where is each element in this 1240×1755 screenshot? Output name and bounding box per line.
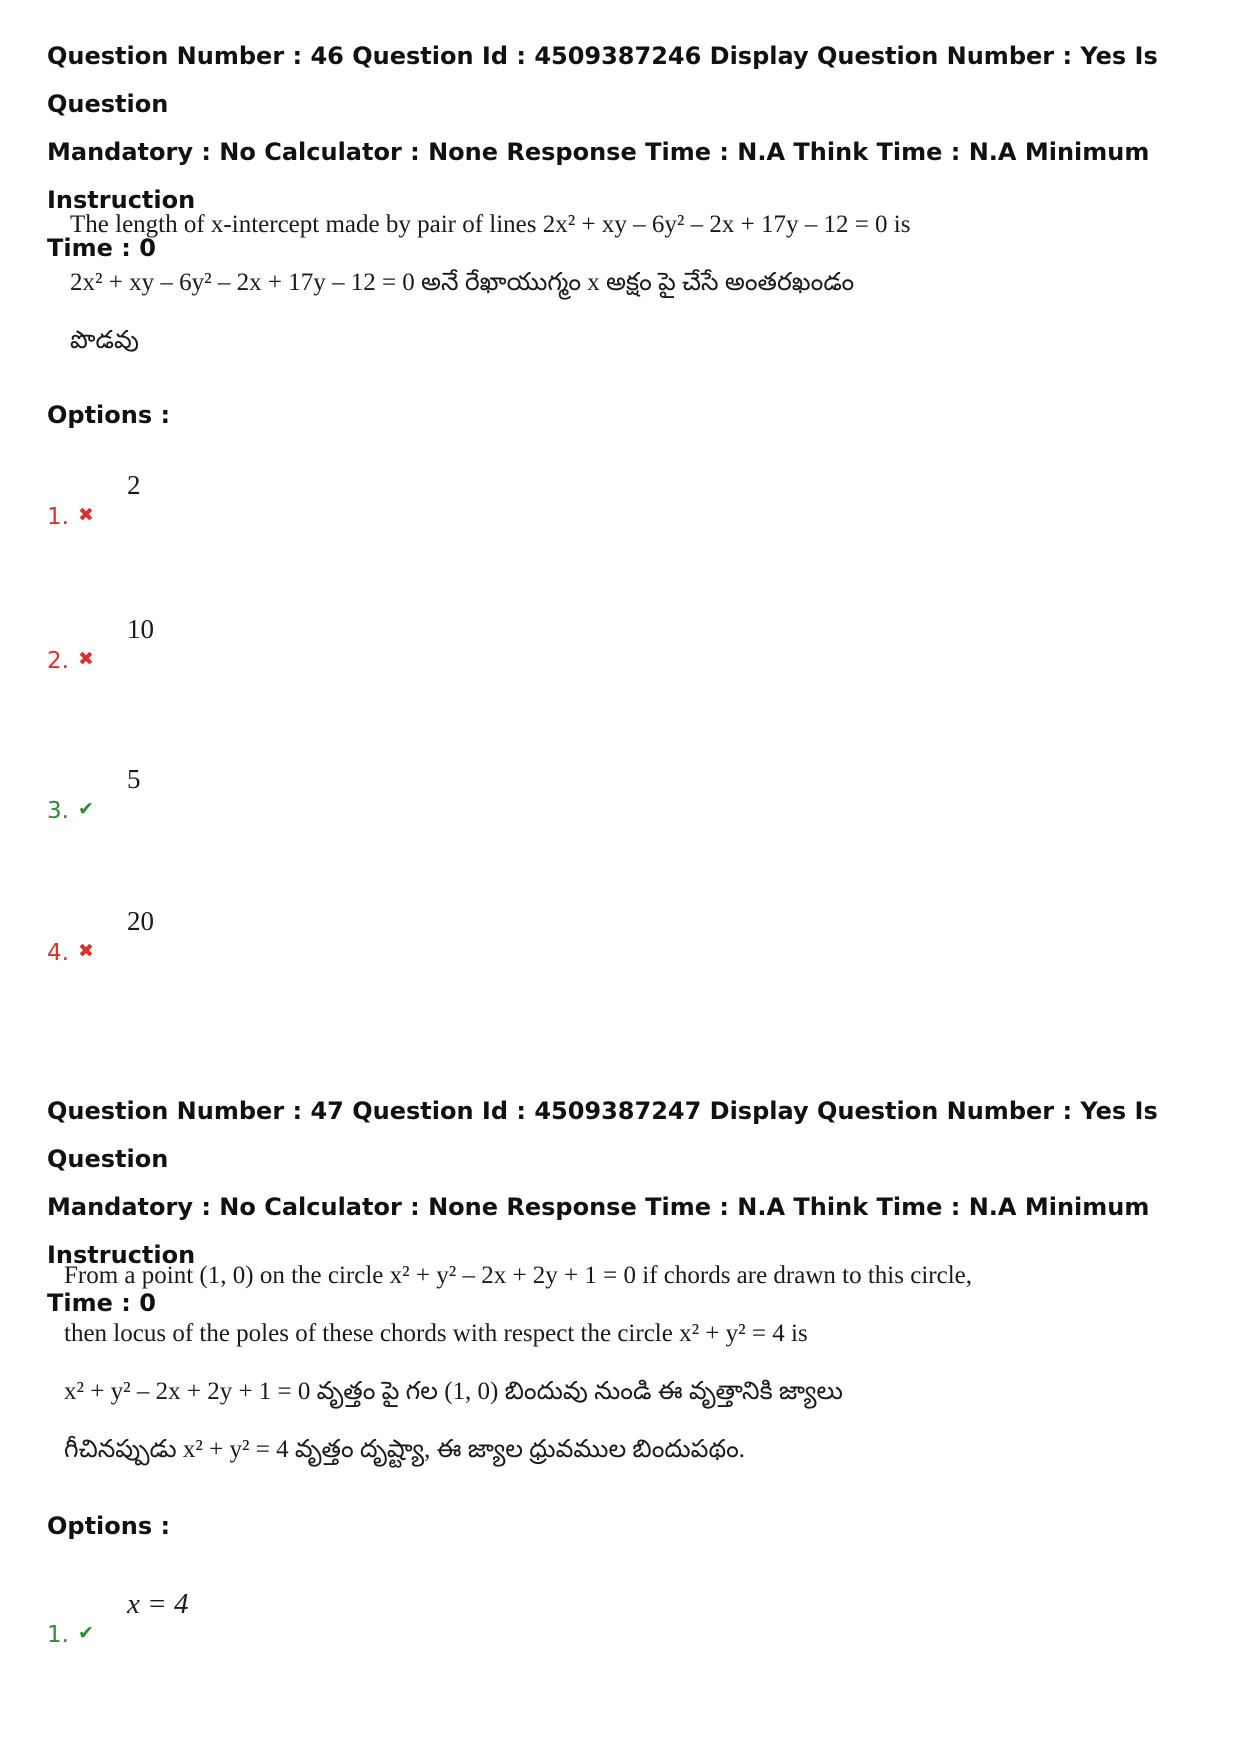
question-46-text bbox=[70, 196, 970, 370]
question-header-line: Time : 0 bbox=[47, 1289, 156, 1317]
option-4[interactable] bbox=[47, 906, 647, 966]
option-value: x = 4 bbox=[127, 1588, 189, 1620]
check-icon: ✔ bbox=[78, 798, 94, 820]
question-text-line: 2x² + xy – 6y² – 2x + 17y – 12 = 0 అనే రేఖాయుగ్మం x అక్షం పై చేసే అంతరఖండం bbox=[70, 269, 855, 296]
check-icon: ✔ bbox=[78, 1622, 94, 1644]
question-text-line: From a point (1, 0) on the circle x² + y² – 2x + 2y + 1 = 0 if chords are drawn to this circle, bbox=[64, 1262, 972, 1289]
question-header-line: Question Number : 46 Question Id : 4509387246 Display Question Number : Yes Is Question bbox=[47, 42, 1158, 118]
cross-icon: ✖ bbox=[78, 504, 94, 526]
cross-icon: ✖ bbox=[78, 940, 94, 962]
option-number: 1. bbox=[47, 504, 69, 530]
option-2[interactable] bbox=[47, 614, 647, 674]
option-3[interactable] bbox=[47, 764, 647, 824]
options-label: Options : bbox=[47, 401, 171, 429]
question-header-line: Mandatory : No Calculator : None Response Time : N.A Think Time : N.A Minimum Instruction bbox=[47, 1193, 1150, 1269]
option-value: 2 bbox=[127, 470, 141, 500]
option-number: 4. bbox=[47, 940, 69, 966]
options-label: Options : bbox=[47, 1512, 171, 1540]
question-text-line: x² + y² – 2x + 2y + 1 = 0 వృత్తం పై గల (1, 0) బిందువు నుండి ఈ వృత్తానికి జ్యాలు bbox=[64, 1378, 843, 1405]
question-47-text bbox=[64, 1247, 972, 1479]
option-number: 1. bbox=[47, 1622, 69, 1648]
option-1[interactable] bbox=[47, 470, 647, 530]
question-header-line: Time : 0 bbox=[47, 234, 156, 262]
cross-icon: ✖ bbox=[78, 648, 94, 670]
option-number: 3. bbox=[47, 798, 69, 824]
question-header-line: Mandatory : No Calculator : None Response Time : N.A Think Time : N.A Minimum Instruction bbox=[47, 138, 1150, 214]
option-number: 2. bbox=[47, 648, 69, 674]
question-header-line: Question Number : 47 Question Id : 4509387247 Display Question Number : Yes Is Question bbox=[47, 1097, 1158, 1173]
question-text-line: పొడవు bbox=[70, 327, 139, 354]
option-value: 20 bbox=[127, 906, 154, 936]
option-1[interactable] bbox=[47, 1588, 647, 1648]
question-text-line: గీచినప్పుడు x² + y² = 4 వృత్తం దృష్ట్యా, ఈ జ్యాల ధ్రువముల బిందుపథం. bbox=[64, 1436, 746, 1463]
option-value: 10 bbox=[127, 614, 154, 644]
option-value: 5 bbox=[127, 764, 141, 794]
question-text-line: then locus of the poles of these chords with respect the circle x² + y² = 4 is bbox=[64, 1320, 808, 1347]
question-text-line: The length of x-intercept made by pair of lines 2x² + xy – 6y² – 2x + 17y – 12 = 0 is bbox=[70, 211, 911, 238]
